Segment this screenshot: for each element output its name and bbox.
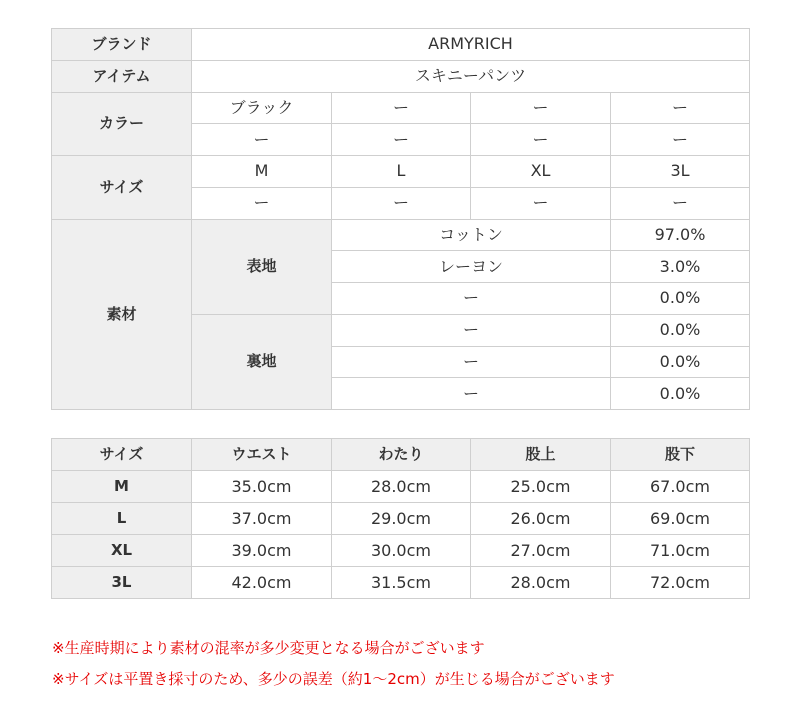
material-percent: 0.0% (611, 346, 750, 378)
color-cell: ー (471, 92, 611, 124)
material-name: コットン (332, 219, 611, 251)
material-percent: 0.0% (611, 283, 750, 315)
size-cell: ー (332, 187, 471, 219)
header-size: サイズ (52, 439, 192, 471)
thigh-value: 31.5cm (332, 567, 471, 599)
thigh-value: 30.0cm (332, 535, 471, 567)
material-percent: 0.0% (611, 378, 750, 410)
header-rise: 股上 (471, 439, 611, 471)
color-cell: ー (611, 124, 750, 156)
waist-value: 35.0cm (192, 471, 332, 503)
color-row (52, 92, 750, 124)
product-spec-table (51, 28, 750, 410)
row-size-label: L (52, 503, 192, 535)
table-row (52, 567, 750, 599)
rise-value: 26.0cm (471, 503, 611, 535)
waist-value: 37.0cm (192, 503, 332, 535)
row-size-label: 3L (52, 567, 192, 599)
inseam-value: 67.0cm (611, 471, 750, 503)
material-percent: 3.0% (611, 251, 750, 283)
note-material-ratio: ※生産時期により素材の混率が多少変更となる場合がございます (52, 639, 485, 657)
color-cell: ブラック (192, 92, 332, 124)
size-cell: ー (611, 187, 750, 219)
note-measurement-error: ※サイズは平置き採寸のため、多少の誤差（約1～2cm）が生じる場合がございます (52, 670, 615, 688)
brand-value: ARMYRICH (192, 29, 750, 61)
waist-value: 39.0cm (192, 535, 332, 567)
size-cell: ー (192, 187, 332, 219)
waist-value: 42.0cm (192, 567, 332, 599)
item-label: アイテム (52, 60, 192, 92)
color-cell: ー (332, 92, 471, 124)
inseam-value: 69.0cm (611, 503, 750, 535)
size-label: サイズ (52, 156, 192, 220)
size-cell: 3L (611, 156, 750, 188)
lining-label: 裏地 (192, 314, 332, 409)
header-waist: ウエスト (192, 439, 332, 471)
size-table-header (52, 439, 750, 471)
rise-value: 25.0cm (471, 471, 611, 503)
table-row (52, 503, 750, 535)
size-cell: L (332, 156, 471, 188)
color-cell: ー (332, 124, 471, 156)
size-row (52, 156, 750, 188)
thigh-value: 29.0cm (332, 503, 471, 535)
color-cell: ー (611, 92, 750, 124)
size-cell: XL (471, 156, 611, 188)
brand-row (52, 29, 750, 61)
size-cell: M (192, 156, 332, 188)
table-row (52, 535, 750, 567)
row-size-label: M (52, 471, 192, 503)
inseam-value: 71.0cm (611, 535, 750, 567)
size-measurement-table (51, 438, 750, 599)
material-row (52, 219, 750, 251)
material-name: ー (332, 346, 611, 378)
material-name: ー (332, 283, 611, 315)
material-name: ー (332, 378, 611, 410)
material-label: 素材 (52, 219, 192, 410)
item-value: スキニーパンツ (192, 60, 750, 92)
outer-label: 表地 (192, 219, 332, 314)
row-size-label: XL (52, 535, 192, 567)
header-inseam: 股下 (611, 439, 750, 471)
color-label: カラー (52, 92, 192, 156)
material-name: ー (332, 314, 611, 346)
thigh-value: 28.0cm (332, 471, 471, 503)
item-row (52, 60, 750, 92)
color-cell: ー (471, 124, 611, 156)
material-percent: 97.0% (611, 219, 750, 251)
material-percent: 0.0% (611, 314, 750, 346)
material-name: レーヨン (332, 251, 611, 283)
header-thigh: わたり (332, 439, 471, 471)
rise-value: 27.0cm (471, 535, 611, 567)
table-row (52, 471, 750, 503)
inseam-value: 72.0cm (611, 567, 750, 599)
color-cell: ー (192, 124, 332, 156)
brand-label: ブランド (52, 29, 192, 61)
size-cell: ー (471, 187, 611, 219)
rise-value: 28.0cm (471, 567, 611, 599)
